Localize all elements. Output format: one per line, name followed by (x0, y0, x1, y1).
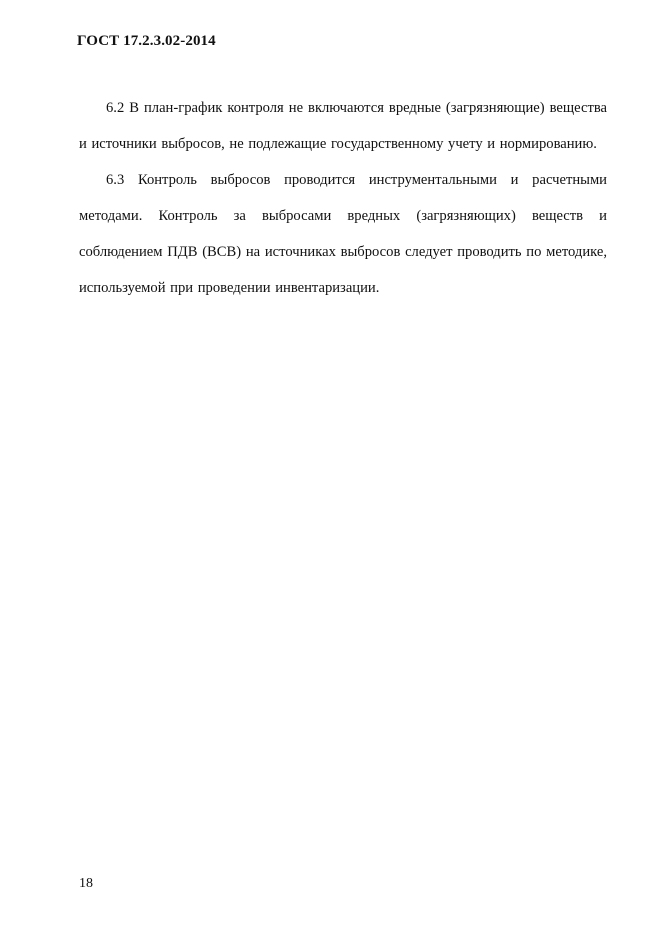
page-number: 18 (79, 876, 93, 891)
document-header: ГОСТ 17.2.3.02-2014 (77, 33, 216, 49)
paragraph-6-3: 6.3 Контроль выбросов проводится инструментальными и расчетными методами. Контроль за выбросами вредных (загрязняющих) веществ и соблюдением ПДВ (ВСВ) на источниках выбросов следует проводить по методике, используемой при проведении инвентаризации. (79, 172, 607, 296)
paragraph-6-2: 6.2 В план-график контроля не включаются вредные (загрязняющие) вещества и источники выбросов, не подлежащие государственному учету и нормированию. (79, 100, 607, 152)
document-body (79, 90, 607, 306)
